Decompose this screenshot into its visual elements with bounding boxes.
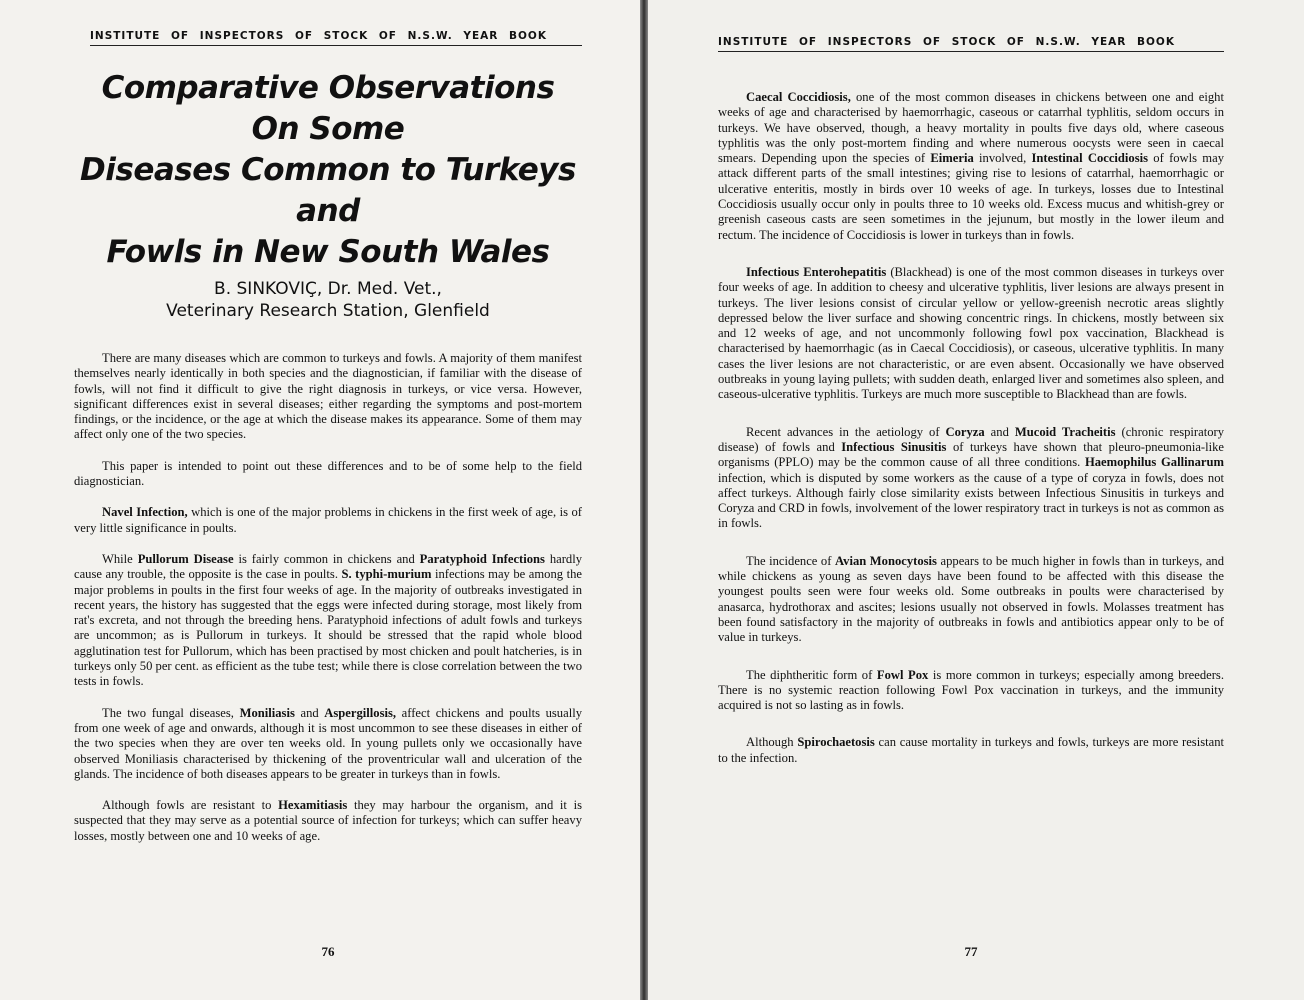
page-number: 76 xyxy=(321,944,335,959)
paragraph: Although Spirochaetosis can cause mortality in turkeys and fowls, turkeys are more resistant to the infection. xyxy=(718,735,1224,765)
disease-term: Moniliasis xyxy=(239,705,295,720)
disease-term: Infectious Sinusitis xyxy=(841,439,947,454)
disease-term: Aspergillosis, xyxy=(324,705,397,720)
disease-term: S. typhi-murium xyxy=(341,567,432,582)
paragraph: Navel Infection, which is one of the major problems in chickens in the first week of age, is of very little significance in poults. xyxy=(74,505,582,535)
disease-term: Coryza xyxy=(945,424,985,439)
paragraph: There are many diseases which are common to turkeys and fowls. A majority of them manifest themselves nearly identically in both species and the diagnostician, if familiar with the disease of fowls, will not find it difficult to give the right diagnosis in turkeys, or vice versa. However, significant differences exist in several diseases; either regarding the symptoms and post-mortem findings, or the incidence, or the age at which the disease makes its appearance. Some of them may affect only one of the two species. xyxy=(74,351,582,442)
author-affiliation: Veterinary Research Station, Glenfield xyxy=(166,301,490,321)
disease-term: Infectious Enterohepatitis xyxy=(746,264,887,279)
disease-term: Paratyphoid Infections xyxy=(419,551,545,566)
paragraph: While Pullorum Disease is fairly common in chickens and Paratyphoid Infections hardly cause any trouble, the opposite is the case in poults. S. typhi-murium infections may be among the major problems in poults in the first four weeks of age. In the majority of outbreaks investigated in recent years, the history has suggested that the eggs were infected during storage, most likely from rat's excreta, and not through the breeding hens. Paratyphoid infections of adult fowls and turkeys are uncommon; as is Pullorum in turkeys. It should be stressed that the rapid whole blood agglutination test for Pullorum, which has been practised by most chicken and poult hatcheries, is in turkeys only 50 per cent. as efficient as the tube test; while there is close correlation between the two tests in fowls. xyxy=(74,551,583,689)
running-head: INSTITUTE OF INSPECTORS OF STOCK OF N.S.W. YEAR BOOK xyxy=(718,36,1224,52)
paragraph: Although fowls are resistant to Hexamitiasis they may harbour the organism, and it is suspected that they may serve as a potential source of infection for turkeys; which can suffer heavy losses, mostly between one and 10 weeks of age. xyxy=(74,798,582,843)
title-line: Diseases Common to Turkeys and xyxy=(80,152,576,229)
page-number: 77 xyxy=(964,944,978,959)
paragraph: The two fungal diseases, Moniliasis and Aspergillosis, affect chickens and poults usually from one week of age and onwards, although it is most uncommon to see these diseases in either of the two species when they are over ten weeks old. In young pullets only we occasionally have observed Moniliasis characterised by thickening of the proventricular wall and ulceration of the glands. The incidence of both diseases appears to be greater in turkeys than in fowls. xyxy=(74,705,582,781)
paragraph: Infectious Enterohepatitis (Blackhead) is one of the most common diseases in turkeys over four weeks of age. In addition to cheesy and ulcerative typhlitis, liver lesions are always present in turkeys. The liver lesions consist of circular yellow or yellow-greenish necrotic areas slightly depressed below the liver surface and showing concentric rings. In chickens, mostly between six and 12 weeks of age, and not uncommonly following fowl pox vaccination, Blackhead is characterised by haemorrhagic (as in Caecal Coccidiosis), or caseous, ulcerative typhlitis. In many cases the liver lesions are not characteristic, or are even absent. Occasionally we have observed outbreaks in young laying pullets; with sudden death, enlarged liver and sometimes also spleen, and caseous-ulcerative typhlitis. Turkeys are much more susceptible to Blackhead than are fowls. xyxy=(718,264,1224,402)
author-byline: B. SINKOVIÇ, Dr. Med. Vet., xyxy=(214,279,442,299)
disease-term: Pullorum Disease xyxy=(137,551,234,566)
paragraph: Caecal Coccidiosis, one of the most common diseases in chickens between one and eight weeks of age and characterised by haemorrhagic, caseous or catarrhal typhlitis, seldom occurs in turkeys. We have observed, though, a heavy mortality in poults five days old, where caseous typhlitis was the only post-mortem finding and where numerous oocysts were seen in caecal smears. Depending upon the species of Eimeria involved, Intestinal Coccidiosis of fowls may attack different parts of the small intestines; giving rise to lesions of catarrhal, haemorrhagic or ulcerative enteritis, mostly in birds over 10 weeks of age. In turkeys, losses due to Intestinal Coccidiosis usually occur only in poults three to 10 weeks old. Excess mucus and whitish-grey or greenish caseous casts are seen sometimes in the jejunum, but mostly in the lower ileum and rectum. The incidence of Coccidiosis is lower in turkeys than in fowls. xyxy=(718,90,1224,242)
disease-term: Caecal Coccidiosis, xyxy=(746,90,851,104)
left-page xyxy=(0,0,640,1000)
disease-term: Intestinal Coccidiosis xyxy=(1031,151,1149,166)
disease-term: Hexamitiasis xyxy=(278,798,348,813)
title-line: Comparative Observations On Some xyxy=(101,70,555,147)
paragraph: The incidence of Avian Monocytosis appears to be much higher in fowls than in turkeys, and while chickens as young as seven days have been found to be affected with this disease the youngest poults seen were four weeks old. Some outbreaks in poults were characterised by anasarca, hydrothorax and ascites; lesions usually not observed in fowls. Molasses treatment has been found satisfactory in the majority of outbreaks in fowls and antibiotics appear only to be of value in turkeys. xyxy=(718,553,1225,645)
disease-term: Fowl Pox xyxy=(876,667,929,682)
paragraph: Recent advances in the aetiology of Coryza and Mucoid Tracheitis (chronic respiratory disease) of fowls and Infectious Sinusitis of turkeys have shown that pleuro-pneumonia-like organisms (PPLO) may be the common cause of all three conditions. Haemophilus Gallinarum infection, which is disputed by some workers as the cause of a type of coryza in fowls, does not affect turkeys. Although fairly close similarity exists between Infectious Sinusitis in turkeys and Coryza and CRD in fowls, involvement of the lower respiratory tract in turkeys is not as common as in fowls. xyxy=(718,424,1224,531)
disease-term: Eimeria xyxy=(930,151,974,166)
right-page xyxy=(648,0,1304,1000)
paragraph: The diphtheritic form of Fowl Pox is more common in turkeys; especially among breeders. There is no systemic reaction following Fowl Pox vaccination in turkeys, and the immunity acquired is not so lasting as in fowls. xyxy=(718,667,1224,713)
title-line: Fowls in New South Wales xyxy=(106,234,550,270)
disease-term: Mucoid Tracheitis xyxy=(1014,424,1116,439)
paragraph: This paper is intended to point out these differences and to be of some help to the field diagnostician. xyxy=(74,458,582,489)
book-gutter xyxy=(640,0,648,1000)
running-head: INSTITUTE OF INSPECTORS OF STOCK OF N.S.W. YEAR BOOK xyxy=(90,30,582,46)
disease-term: Avian Monocytosis xyxy=(834,553,937,568)
disease-term: Haemophilus Gallinarum xyxy=(1084,455,1224,470)
article-title xyxy=(74,68,582,273)
disease-term: Navel Infection, xyxy=(102,505,188,520)
disease-term: Spirochaetosis xyxy=(797,735,875,750)
